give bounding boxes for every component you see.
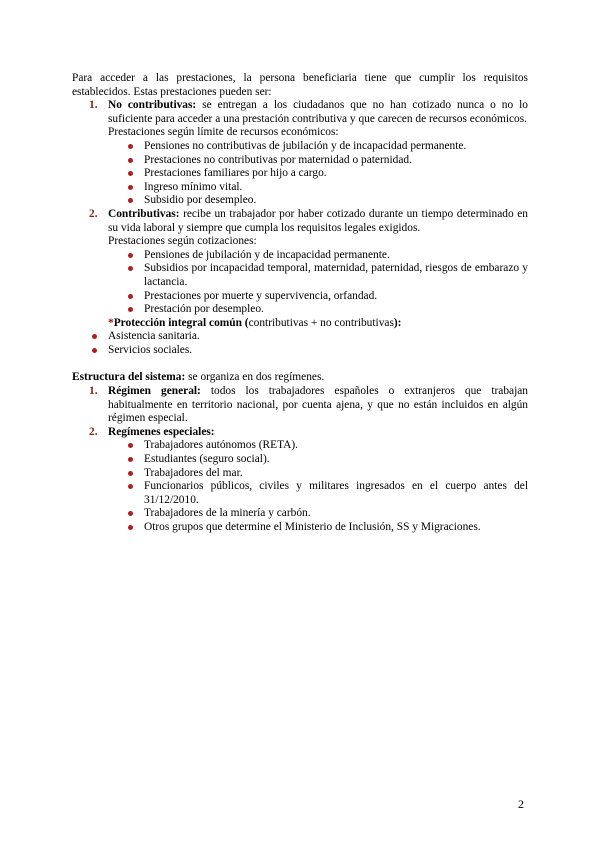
list-number: 2. <box>89 207 98 220</box>
regimen-title: Regímenes especiales: <box>108 425 215 438</box>
proteccion-end: ): <box>393 316 402 329</box>
list-number: 1. <box>89 99 98 112</box>
regimen-item <box>72 385 528 426</box>
intro-paragraph: Para acceder a las prestaciones, la persona beneficiaria tiene que cumplir los requisitos establecidos. Estas prestaciones pueden ser: <box>72 72 528 98</box>
bullet-list <box>108 140 528 208</box>
list-item <box>108 194 528 208</box>
bullet-icon <box>128 294 133 299</box>
regimen-description <box>108 426 528 440</box>
list-item <box>108 154 528 168</box>
list-item <box>108 181 528 195</box>
bullet-icon <box>128 253 133 258</box>
regimen-description <box>108 385 528 426</box>
list-item-text: Trabajadores de la minería y carbón. <box>144 507 311 520</box>
bullet-icon <box>128 171 133 176</box>
bullet-icon <box>128 185 133 190</box>
prestacion-description <box>108 99 528 126</box>
regimen-title: Régimen general: <box>108 385 201 398</box>
bullet-icon <box>128 471 133 476</box>
list-item-text: Otros grupos que determine el Ministerio de Inclusión, SS y Migraciones. <box>144 521 481 533</box>
list-item <box>108 262 528 289</box>
bullet-icon <box>128 484 133 489</box>
list-item <box>108 290 528 304</box>
page-number: 2 <box>518 797 524 811</box>
list-item-text: Prestaciones familiares por hijo a cargo. <box>144 167 327 180</box>
prestaciones-list <box>72 99 528 317</box>
regimen-item <box>72 426 528 535</box>
bullet-icon <box>128 511 133 516</box>
bullet-icon <box>128 307 133 312</box>
prestacion-text: se entregan a los ciudadanos que no han cotizado nunca o no lo suficiente para acceder a una prestación contributiva y que carecen de recursos económicos. <box>108 99 528 125</box>
list-item-text: Asistencia sanitaria. <box>108 330 200 343</box>
list-item-text: Subsidios por incapacidad temporal, maternidad, paternidad, riesgos de embarazo y lactancia. <box>144 262 528 288</box>
list-item <box>108 249 528 263</box>
sub-heading: Prestaciones según cotizaciones: <box>108 235 257 248</box>
list-item-text: Trabajadores del mar. <box>144 466 243 479</box>
prestacion-text: recibe un trabajador por haber cotizado durante un tiempo determinado en su vida laboral y siempre que cumpla los requisitos legales exigidos. <box>108 207 528 234</box>
prestacion-description <box>108 208 528 235</box>
list-item-text: Funcionarios públicos, civiles y militares ingresados en el cuerpo antes del 31/12/2010. <box>144 480 528 506</box>
list-number: 1. <box>89 385 98 398</box>
list-item-text: Ingreso mínimo vital. <box>144 180 243 193</box>
list-item <box>108 507 528 521</box>
bullet-icon <box>128 158 133 163</box>
list-item <box>108 140 528 154</box>
list-item <box>108 521 528 535</box>
estructura-paragraph <box>72 371 528 385</box>
list-item-text: Prestación por desempleo. <box>144 303 264 316</box>
regimen-text: todos los trabajadores españoles o extranjeros que trabajan habitualmente en territorio nacional, por cuenta ajena, y que no están incluidos en algún régimen especial. <box>108 385 528 425</box>
list-item-text: Servicios sociales. <box>108 343 193 356</box>
list-item <box>72 330 528 344</box>
bullet-icon <box>128 266 133 271</box>
prestacion-title: No contributivas: <box>108 99 197 112</box>
list-item-text: Subsidio por desempleo. <box>144 194 257 207</box>
list-item <box>108 453 528 467</box>
list-item <box>108 467 528 481</box>
prestacion-item <box>72 208 528 317</box>
list-item-text: Prestaciones por muerte y supervivencia, orfandad. <box>144 289 378 302</box>
list-item <box>108 303 528 317</box>
list-item <box>108 439 528 453</box>
bullet-icon <box>128 144 133 149</box>
prestacion-title: Contributivas: <box>108 207 180 220</box>
bullet-list <box>108 439 528 534</box>
bullet-icon <box>92 348 97 353</box>
sub-heading: Prestaciones según límite de recursos económicos: <box>108 126 339 139</box>
bullet-list <box>72 330 528 357</box>
page-content <box>72 72 528 535</box>
section-gap <box>72 357 528 371</box>
list-item-text: Pensiones de jubilación y de incapacidad permanente. <box>144 248 390 261</box>
list-item <box>108 167 528 181</box>
bullet-icon <box>128 443 133 448</box>
estructura-text: se organiza en dos regímenes. <box>185 371 325 384</box>
bullet-icon <box>128 198 133 203</box>
proteccion-middle: contributivas + no contributivas <box>248 316 394 329</box>
list-item-text: Pensiones no contributivas de jubilación y de incapacidad permanente. <box>144 139 467 152</box>
bullet-list <box>108 249 528 317</box>
list-item <box>108 480 528 507</box>
list-number: 2. <box>89 425 98 438</box>
estructura-title: Estructura del sistema: <box>72 371 186 384</box>
bullet-icon <box>92 334 97 339</box>
proteccion-title: Protección integral común ( <box>113 316 249 329</box>
bullet-icon <box>128 525 133 530</box>
list-item-text: Prestaciones no contributivas por maternidad o paternidad. <box>144 153 412 166</box>
list-item-text: Estudiantes (seguro social). <box>144 453 270 466</box>
regimenes-list <box>72 385 528 535</box>
bullet-icon <box>128 457 133 462</box>
proteccion-heading <box>72 317 528 331</box>
prestacion-item <box>72 99 528 208</box>
list-item-text: Trabajadores autónomos (RETA). <box>144 439 298 452</box>
list-item <box>72 344 528 358</box>
asterisk-mark: * <box>108 316 114 329</box>
